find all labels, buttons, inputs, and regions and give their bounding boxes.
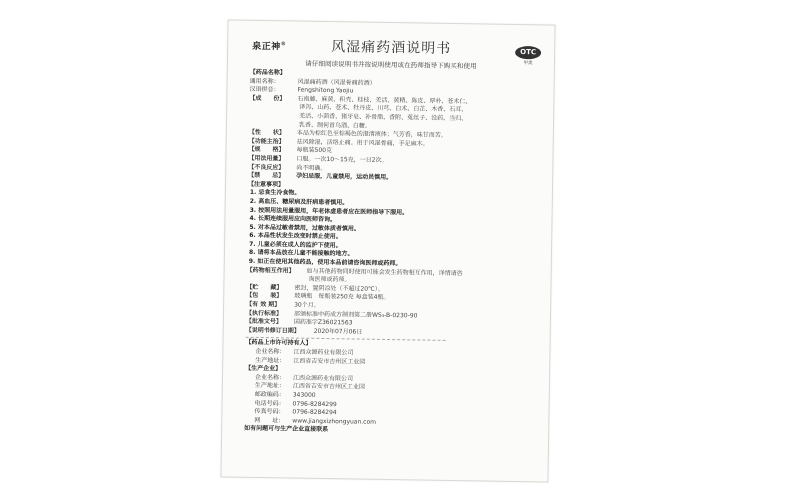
package-value: 玻璃瓶 每瓶装250克 每盒装4瓶。 — [294, 292, 390, 302]
properties-label: 【性 状】 — [248, 128, 285, 137]
postcode-label: 邮政编码： — [254, 390, 285, 399]
specs-value: 每瓶装500克 — [296, 146, 333, 155]
ingredients-line-3: 羌活、小茴香、猪牙皂、补骨脂、香附、菟丝子、没药、当归、 — [299, 112, 468, 123]
phone-label: 电话号码： — [254, 399, 285, 407]
generic-name-label: 通用名称： — [249, 77, 280, 85]
interactions-value-2: 询医师或药师。 — [308, 276, 351, 284]
leaflet-body — [244, 69, 540, 438]
registered-mark: ® — [280, 41, 287, 48]
leaflet-page — [220, 19, 555, 482]
website-label: 网 址： — [254, 416, 285, 425]
storage-value: 密封，置阴凉处（不超过20℃）。 — [294, 284, 384, 293]
properties-value: 本品为棕红色至棕褐色的澄清液体；气芳香，味甘而苦。 — [296, 129, 447, 140]
mfr-address-label: 生产地址： — [254, 382, 285, 390]
mah-address-value: 江西省吉安市吉州区工业园 — [293, 357, 366, 366]
mah-name-label: 企业名称： — [255, 347, 286, 356]
precaution-item-4: 4. 长期连续服用应向医师咨询。 — [249, 214, 337, 224]
generic-name-value: 风湿痛药酒（风湿骨痛药酒） — [297, 78, 376, 87]
precaution-item-1: 1. 忌食生冷食物。 — [249, 189, 301, 197]
contraindications-value: 孕妇忌服，儿童禁用，运动员慎用。 — [296, 172, 393, 182]
footer-note: 如有问题可与生产企业直接联系 — [244, 425, 329, 434]
website-value: www.jiangxizhongyuan.com — [292, 417, 377, 426]
mfr-address-value: 江西省吉安市吉州区工业园 — [292, 382, 365, 392]
precaution-item-5: 5. 对本品过敏者禁用，过敏体质者慎用。 — [249, 223, 360, 233]
revision-value: 2020年07月06日 — [313, 327, 363, 336]
specs-label: 【规 格】 — [248, 146, 285, 154]
interactions-value: 如与其他药物同时使用可能会发生药物相互作用，详情请咨 — [306, 267, 463, 277]
validity-value: 30个月。 — [294, 301, 320, 309]
brand-name: 泉正神 — [252, 41, 281, 53]
document-title: 风湿痛药酒说明书 — [331, 39, 452, 57]
validity-label: 【有 效 期】 — [246, 300, 281, 309]
usage-value: 口服。一次10～15克，一日2次。 — [296, 155, 388, 164]
document-subtitle: 请仔细阅读说明书并按说明使用或在药师指导下购买和使用 — [305, 59, 477, 71]
mfr-section: 【生产企业】 — [245, 364, 282, 373]
postcode-value: 343000 — [292, 391, 316, 399]
precaution-item-3: 3. 按照用法用量服用，年老体虚患者应在医师指导下服用。 — [249, 206, 409, 216]
adverse-label: 【不良反应】 — [248, 163, 285, 171]
precautions-label: 【注意事项】 — [247, 180, 285, 189]
adverse-value: 尚不明确。 — [296, 164, 327, 172]
precaution-item-9: 9. 如正在使用其他药品，使用本品前请咨询医师或药师。 — [248, 257, 402, 268]
mfr-name-label: 企业名称： — [254, 373, 286, 382]
drug-name-section: 【药品名称】 — [249, 68, 286, 77]
ingredients-label: 【成 份】 — [249, 94, 286, 103]
precaution-item-2: 2. 高血压、糖尿病及肝病患者慎用。 — [249, 197, 349, 207]
interactions-label: 【药物相互作用】 — [246, 266, 295, 275]
revision-label: 【说明书修订日期】 — [245, 326, 300, 335]
fax-label: 传真号码： — [254, 408, 285, 416]
storage-label: 【贮 藏】 — [246, 283, 283, 292]
approval-value: 国药准字Z36021563 — [293, 318, 353, 327]
mfr-name-value: 江西众源药业有限公司 — [292, 374, 354, 383]
fax-value: 0796-8284294 — [292, 408, 337, 417]
precaution-item-7: 7. 儿童必须在成人的监护下使用。 — [249, 240, 342, 250]
otc-label: OTC — [515, 46, 541, 59]
ingredients-line-2: 泽泻、山药、苍术、牡丹皮、川芎、白术、白芷、木香、石耳、 — [299, 103, 468, 114]
contraindications-label: 【禁 忌】 — [248, 171, 285, 180]
precaution-item-6: 6. 本品性状发生改变时禁止使用。 — [249, 232, 342, 241]
indications-label: 【功能主治】 — [248, 137, 285, 146]
indications-value: 祛风除湿，活络止痛。用于风湿骨痛，手足麻木。 — [296, 138, 429, 148]
ingredients-line-4: 乳香、制何首乌酒、白糖。 — [298, 121, 372, 130]
package-label: 【包 装】 — [246, 292, 283, 300]
standard-value: 部颁标准中药成方制剂第二册WS₃-B-0230-90 — [293, 310, 418, 320]
approval-label: 【批准文号】 — [245, 317, 282, 326]
pinyin-label: 汉语拼音： — [249, 85, 280, 94]
mah-address-label: 生产地址： — [255, 356, 286, 364]
pinyin-value: Fengshitong Yaojiu — [297, 86, 354, 95]
mah-name-value: 江西众源药业有限公司 — [293, 348, 354, 357]
mah-section: 【药品上市许可持有人】 — [245, 339, 312, 348]
phone-value: 0796-8284299 — [292, 400, 337, 408]
otc-class: 甲类 — [523, 61, 533, 67]
precaution-item-8: 8. 请将本品放在儿童不能接触的地方。 — [248, 249, 354, 258]
ingredients-line-1: 石南藤、麻黄、积壳、桂枝、羌活、黄精、陈皮、厚朴、苍术仁、 — [297, 95, 472, 106]
usage-label: 【用法用量】 — [248, 154, 285, 163]
standard-label: 【执行标准】 — [245, 309, 283, 317]
